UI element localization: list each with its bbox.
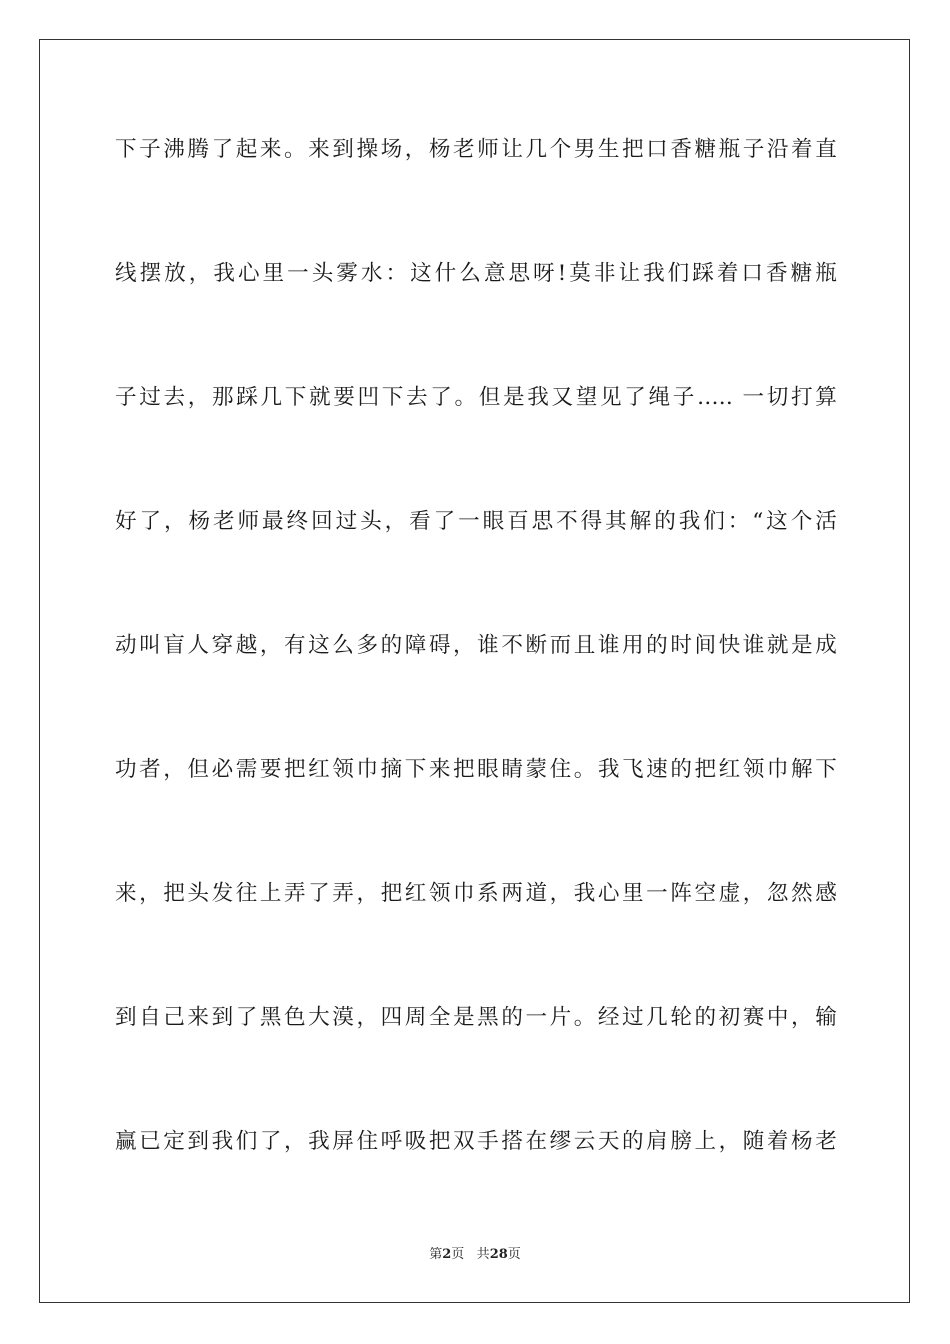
text-line-9: 赢已定到我们了，我屏住呼吸把双手搭在缪云天的肩膀上，随着杨老 bbox=[115, 1129, 837, 1154]
text-line-4: 好了，杨老师最终回过头，看了一眼百思不得其解的我们：“这个活 bbox=[115, 509, 837, 534]
page-prefix: 第 bbox=[429, 1247, 443, 1262]
text-line-8: 到自己来到了黑色大漠，四周全是黑的一片。经过几轮的初赛中，输 bbox=[115, 1005, 837, 1030]
page-number: 2 bbox=[442, 1247, 452, 1262]
page-footer bbox=[0, 1246, 950, 1264]
page-border bbox=[39, 39, 910, 1303]
page-suffix: 页 bbox=[451, 1247, 465, 1262]
text-line-6: 功者，但必需要把红领巾摘下来把眼睛蒙住。我飞速的把红领巾解下 bbox=[115, 757, 837, 782]
total-prefix: 共 bbox=[476, 1247, 490, 1262]
page-total: 28 bbox=[489, 1247, 508, 1262]
text-line-7: 来，把头发往上弄了弄，把红领巾系两道，我心里一阵空虚，忽然感 bbox=[115, 881, 837, 906]
text-line-5: 动叫盲人穿越，有这么多的障碍，谁不断而且谁用的时间快谁就是成 bbox=[115, 633, 837, 658]
text-line-1: 下子沸腾了起来。来到操场，杨老师让几个男生把口香糖瓶子沿着直 bbox=[115, 137, 837, 162]
text-line-3: 子过去，那踩几下就要凹下去了。但是我又望见了绳子….. 一切打算 bbox=[115, 385, 837, 410]
text-line-2: 线摆放，我心里一头雾水：这什么意思呀!莫非让我们踩着口香糖瓶 bbox=[115, 261, 837, 286]
total-suffix: 页 bbox=[507, 1247, 521, 1262]
